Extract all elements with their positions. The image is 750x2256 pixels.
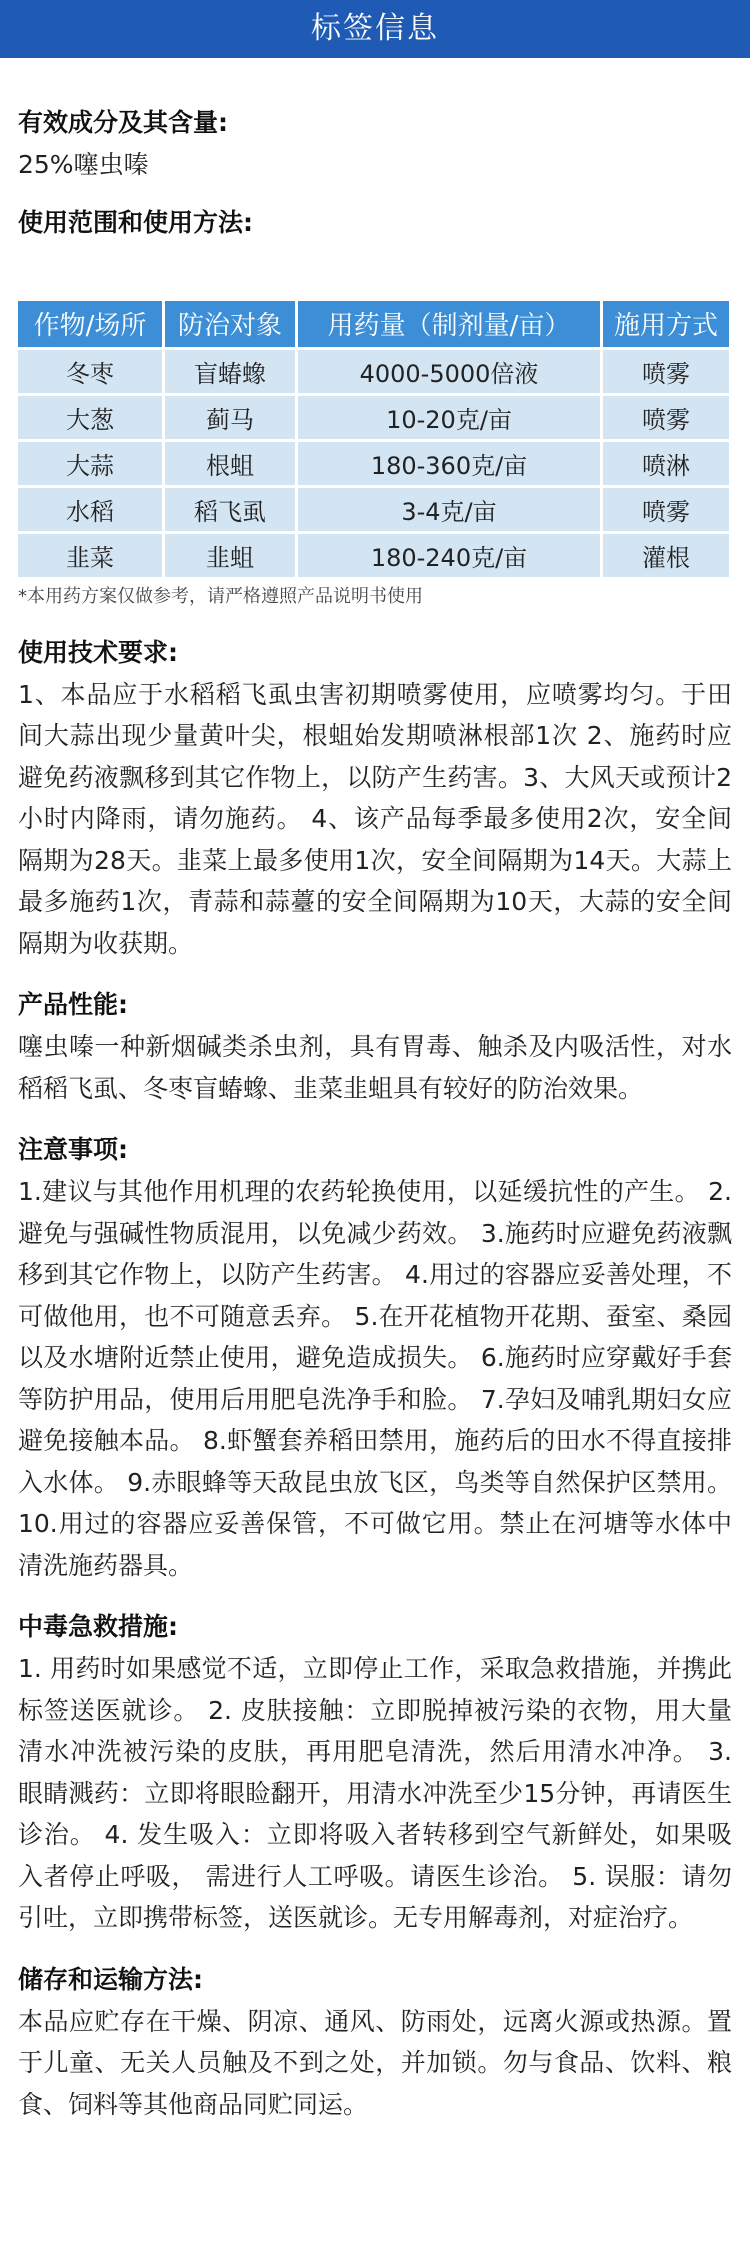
- product-performance-title: 产品性能:: [18, 990, 128, 1019]
- storage-body: 本品应贮存在干燥、阴凉、通风、防雨处，远离火源或热源。置于儿童、无关人员触及不到之处，并加锁。勿与食品、饮料、粮食、饲料等其他商品同贮同运。: [18, 2006, 732, 2119]
- table-cell: 喷雾: [603, 350, 729, 393]
- table-row: [18, 350, 729, 393]
- table-cell: 蓟马: [165, 396, 295, 439]
- usage-title: 使用范围和使用方法:: [18, 207, 253, 237]
- table-cell: 喷淋: [603, 442, 729, 485]
- column-header-method: 施用方式: [603, 301, 729, 347]
- table-cell: 韭蛆: [165, 534, 295, 577]
- column-header-crop: 作物/场所: [18, 301, 162, 347]
- column-header-dosage: 用药量（制剂量/亩）: [298, 301, 600, 347]
- column-header-target: 防治对象: [165, 301, 295, 347]
- ingredient-value: 25%噻虫嗪: [18, 150, 149, 179]
- table-cell: 180-360克/亩: [298, 442, 600, 485]
- first-aid-title: 中毒急救措施:: [18, 1612, 178, 1641]
- table-cell: 喷雾: [603, 488, 729, 531]
- table-cell: 灌根: [603, 534, 729, 577]
- table-cell: 韭菜: [18, 534, 162, 577]
- table-cell: 稻飞虱: [165, 488, 295, 531]
- table-row: [18, 442, 729, 485]
- table-cell: 3-4克/亩: [298, 488, 600, 531]
- table-row: [18, 488, 729, 531]
- table-cell: 根蛆: [165, 442, 295, 485]
- table-cell: 盲蝽蟓: [165, 350, 295, 393]
- table-cell: 喷雾: [603, 396, 729, 439]
- table-cell: 水稻: [18, 488, 162, 531]
- label-content: [0, 58, 750, 2125]
- storage-title: 储存和运输方法:: [18, 1964, 203, 1994]
- tech-requirements-title: 使用技术要求:: [18, 637, 178, 667]
- precautions-body: 1.建议与其他作用机理的农药轮换使用，以延缓抗性的产生。 2.避免与强碱性物质混用，以免减少药效。 3.施药时应避免药液飘移到其它作物上，以防产生药害。 4.用过的容器应妥善处理，不可做他用，也不可随意丢弃。 5.在开花植物开花期、蚕室、桑园以及水塘附近禁止使用，避免造成损失。 6.施药时应穿戴好手套等防护用品，使用后用肥皂洗净手和脸。 7.孕妇及哺乳期妇女应避免接触本品。 8.虾蟹套养稻田禁用，施药后的田水不得直接排入水体。 9.赤眼蜂等天敌昆虫放飞区，鸟类等自然保护区禁用。 10.用过的容器应妥善保管，不可做它用。禁止在河塘等水体中清洗施药器具。: [18, 1177, 732, 1580]
- ingredient-title: 有效成分及其含量:: [18, 108, 228, 137]
- table-note: *本用药方案仅做参考，请严格遵照产品说明书使用: [18, 585, 423, 607]
- tech-requirements-body: 1、本品应于水稻稻飞虱虫害初期喷雾使用，应喷雾均匀。于田间大蒜出现少量黄叶尖，根蛆始发期喷淋根部1次 2、施药时应避免药液飘移到其它作物上，以防产生药害。3、大风天或预计2小时内降雨，请勿施药。 4、该产品每季最多使用2次，安全间隔期为28天。韭菜上最多使用1次，安全间隔期为14天。大蒜上最多施药1次，青蒜和蒜薹的安全间隔期为10天，大蒜的安全间隔期为收获期。: [18, 679, 732, 958]
- table-cell: 180-240克/亩: [298, 534, 600, 577]
- precautions-title: 注意事项:: [18, 1135, 128, 1164]
- product-performance-body: 噻虫嗪一种新烟碱类杀虫剂，具有胃毒、触杀及内吸活性，对水稻稻飞虱、冬枣盲蝽蟓、韭菜韭蛆具有较好的防治效果。: [18, 1032, 732, 1103]
- table-cell: 4000-5000倍液: [298, 350, 600, 393]
- table-row: [18, 396, 729, 439]
- table-cell: 大蒜: [18, 442, 162, 485]
- table-cell: 大葱: [18, 396, 162, 439]
- table-row: [18, 534, 729, 577]
- table-cell: 10-20克/亩: [298, 396, 600, 439]
- first-aid-body: 1. 用药时如果感觉不适，立即停止工作，采取急救措施，并携此标签送医就诊。 2. 皮肤接触：立即脱掉被污染的衣物，用大量清水冲洗被污染的皮肤，再用肥皂清洗，然后用清水冲净。 3. 眼睛溅药：立即将眼睑翻开，用清水冲洗至少15分钟，再请医生诊治。 4. 发生吸入：立即将吸入者转移到空气新鲜处，如果吸入者停止呼吸， 需进行人工呼吸。请医生诊治。 5. 误服：请勿引吐，立即携带标签，送医就诊。无专用解毒剂，对症治疗。: [18, 1654, 732, 1932]
- page-title: 标签信息: [311, 11, 439, 46]
- table-header-row: [18, 301, 729, 347]
- page-header: [0, 0, 750, 58]
- table-cell: 冬枣: [18, 350, 162, 393]
- dosage-table: [15, 298, 732, 580]
